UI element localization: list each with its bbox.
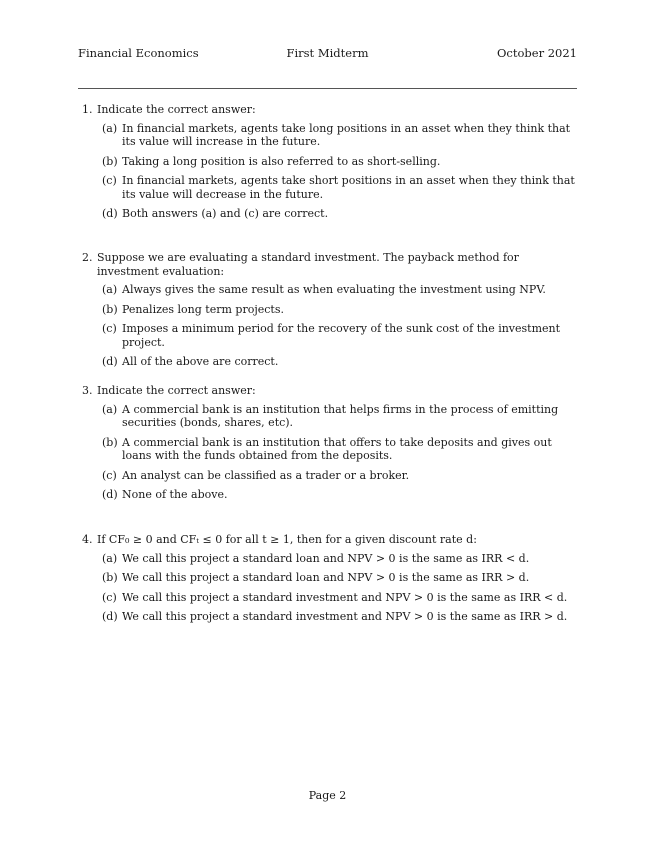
option-text: All of the above are correct. xyxy=(122,355,279,368)
option-label: (b) xyxy=(102,435,118,449)
header-rule xyxy=(78,88,577,89)
option-text: A commercial bank is an institution that helps firms in the process of emitting securities (bonds, shares, etc). xyxy=(122,402,559,429)
option-label: (d) xyxy=(102,610,118,623)
option-label: (c) xyxy=(102,468,117,482)
option-c xyxy=(82,322,578,349)
question-number: 2. xyxy=(82,251,93,264)
option-d xyxy=(82,207,578,221)
option-text: Both answers (a) and (c) are correct. xyxy=(122,207,329,220)
option-b xyxy=(82,436,578,463)
question-3 xyxy=(82,384,578,508)
question-stem xyxy=(82,384,578,398)
option-text: Taking a long position is also referred to as short-selling. xyxy=(122,154,441,168)
option-a xyxy=(82,283,578,297)
option-d xyxy=(82,355,578,369)
question-number: 1. xyxy=(82,103,93,116)
option-list xyxy=(82,283,578,369)
option-d xyxy=(82,610,578,624)
question-text: Indicate the correct answer: xyxy=(97,384,256,397)
page-footer xyxy=(0,789,655,802)
question-stem xyxy=(82,251,578,278)
option-c xyxy=(82,469,578,483)
option-label: (b) xyxy=(102,302,118,316)
option-text: In financial markets, agents take short positions in an asset when they think that its value will decrease in the future. xyxy=(122,174,575,201)
option-label: (a) xyxy=(102,402,118,416)
question-1 xyxy=(82,103,578,227)
option-list xyxy=(82,552,578,624)
option-text: Always gives the same result as when evaluating the investment using NPV. xyxy=(122,283,546,296)
option-b xyxy=(82,303,578,317)
option-a xyxy=(82,403,578,430)
option-list xyxy=(82,122,578,221)
option-text: None of the above. xyxy=(122,488,228,501)
question-2 xyxy=(82,251,578,375)
option-label: (a) xyxy=(102,283,118,296)
option-text: Imposes a minimum period for the recovery of the sunk cost of the investment project. xyxy=(122,322,561,349)
option-text: In financial markets, agents take long positions in an asset when they think that its value will increase in the future. xyxy=(122,121,571,148)
question-number: 3. xyxy=(82,384,93,397)
option-list xyxy=(82,403,578,502)
option-label: (d) xyxy=(102,207,118,220)
option-label: (b) xyxy=(102,154,118,168)
question-text: Suppose we are evaluating a standard investment. The payback method for investment evaluation: xyxy=(97,251,519,278)
option-text: Penalizes long term projects. xyxy=(122,302,284,316)
question-stem xyxy=(82,533,578,547)
header-exam: First Midterm xyxy=(286,46,369,60)
header-date: October 2021 xyxy=(496,46,577,60)
option-text: A commercial bank is an institution that offers to take deposits and gives out loans with the funds obtained from the deposits. xyxy=(122,435,552,462)
option-a xyxy=(82,122,578,149)
option-label: (a) xyxy=(102,121,118,135)
question-text: Indicate the correct answer: xyxy=(97,103,256,116)
option-c xyxy=(82,174,578,201)
question-text: If CF₀ ≥ 0 and CFₜ ≤ 0 for all t ≥ 1, then for a given discount rate d: xyxy=(97,533,477,546)
option-label: (c) xyxy=(102,174,117,187)
option-d xyxy=(82,488,578,502)
option-text: We call this project a standard loan and NPV > 0 is the same as IRR < d. xyxy=(122,551,530,565)
question-number: 4. xyxy=(82,533,93,546)
option-label: (b) xyxy=(102,571,118,584)
option-b xyxy=(82,571,578,585)
option-label: (d) xyxy=(102,355,118,368)
option-text: An analyst can be classified as a trader or a broker. xyxy=(122,468,410,482)
option-a xyxy=(82,552,578,566)
page-number: Page 2 xyxy=(308,789,347,802)
option-c xyxy=(82,591,578,605)
option-b xyxy=(82,155,578,169)
page-header xyxy=(78,46,577,62)
option-label: (c) xyxy=(102,322,117,335)
option-text: We call this project a standard investment and NPV > 0 is the same as IRR > d. xyxy=(122,610,568,623)
option-text: We call this project a standard loan and NPV > 0 is the same as IRR > d. xyxy=(122,571,530,584)
option-label: (a) xyxy=(102,551,118,565)
option-label: (c) xyxy=(102,590,117,604)
option-label: (d) xyxy=(102,488,118,501)
header-course: Financial Economics xyxy=(78,46,199,60)
question-stem xyxy=(82,103,578,117)
question-4 xyxy=(82,533,578,630)
option-text: We call this project a standard investment and NPV > 0 is the same as IRR < d. xyxy=(122,590,568,604)
